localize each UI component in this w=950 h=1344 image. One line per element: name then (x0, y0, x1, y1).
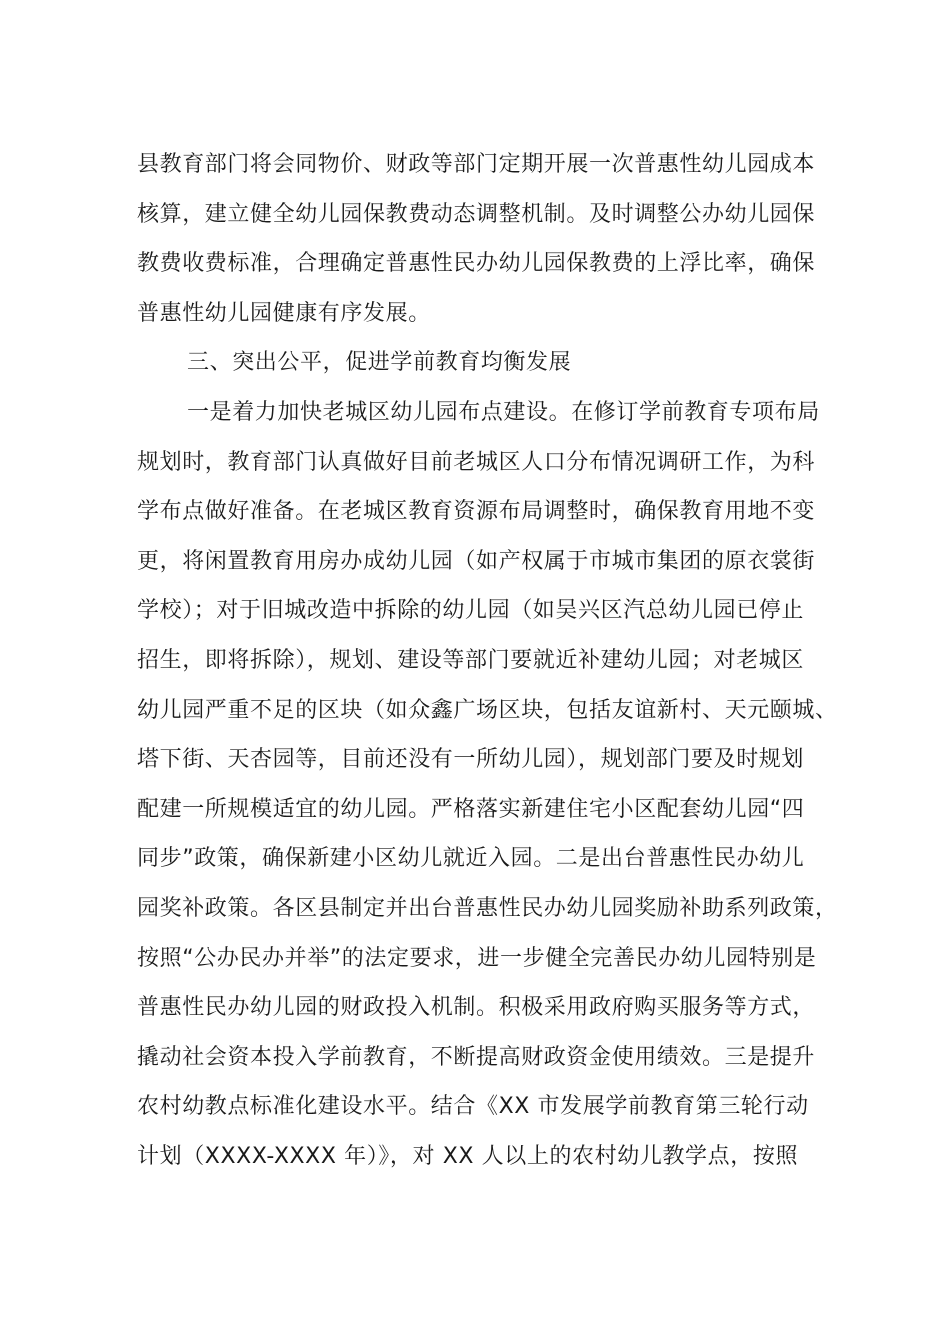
section-heading: 三、突出公平，促进学前教育均衡发展 (187, 350, 572, 376)
text-line: 配建一所规模适宜的幼儿园。严格落实新建住宅小区配套幼儿园“四 (137, 796, 805, 822)
text-line: 更，将闲置教育用房办成幼儿园（如产权属于市城市集团的原衣裳街 (137, 548, 816, 574)
text-line: 普惠性民办幼儿园的财政投入机制。积极采用政府购买服务等方式， (137, 995, 816, 1021)
text-line: 农村幼教点标准化建设水平。结合《XX 市发展学前教育第三轮行动 (137, 1094, 809, 1120)
text-line: 普惠性幼儿园健康有序发展。 (137, 300, 431, 326)
text-line: 按照“公办民办并举”的法定要求，进一步健全完善民办幼儿园特别是 (137, 945, 817, 971)
text-line: 幼儿园严重不足的区块（如众鑫广场区块，包括友谊新村、天元颐城、 (137, 697, 838, 723)
text-line: 园奖补政策。各区县制定并出台普惠性民办幼儿园奖励补助系列政策， (137, 895, 838, 921)
text-line: 塔下街、天杏园等，目前还没有一所幼儿园），规划部门要及时规划 (137, 747, 805, 773)
text-line: 招生，即将拆除），规划、建设等部门要就近补建幼儿园；对老城区 (137, 647, 805, 673)
text-line: 规划时，教育部门认真做好目前老城区人口分布情况调研工作，为科 (137, 449, 816, 475)
text-line: 计划（XXXX-XXXX 年）》，对 XX 人以上的农村幼儿教学点，按照 (137, 1143, 799, 1169)
text-line: 学布点做好准备。在老城区教育资源布局调整时，确保教育用地不变 (137, 499, 816, 525)
text-line: 同步”政策，确保新建小区幼儿就近入园。二是出台普惠性民办幼儿 (137, 846, 805, 872)
text-line: 学校）；对于旧城改造中拆除的幼儿园（如吴兴区汽总幼儿园已停止 (137, 598, 805, 624)
text-line: 核算，建立健全幼儿园保教费动态调整机制。及时调整公办幼儿园保 (137, 201, 816, 227)
document-body (137, 140, 838, 1181)
text-line: 教费收费标准，合理确定普惠性民办幼儿园保教费的上浮比率，确保 (137, 251, 816, 277)
text-line: 一是着力加快老城区幼儿园布点建设。在修订学前教育专项布局 (187, 399, 820, 425)
text-line: 县教育部门将会同物价、财政等部门定期开展一次普惠性幼儿园成本 (137, 152, 816, 177)
text-line: 撬动社会资本投入学前教育，不断提高财政资金使用绩效。三是提升 (137, 1044, 816, 1070)
